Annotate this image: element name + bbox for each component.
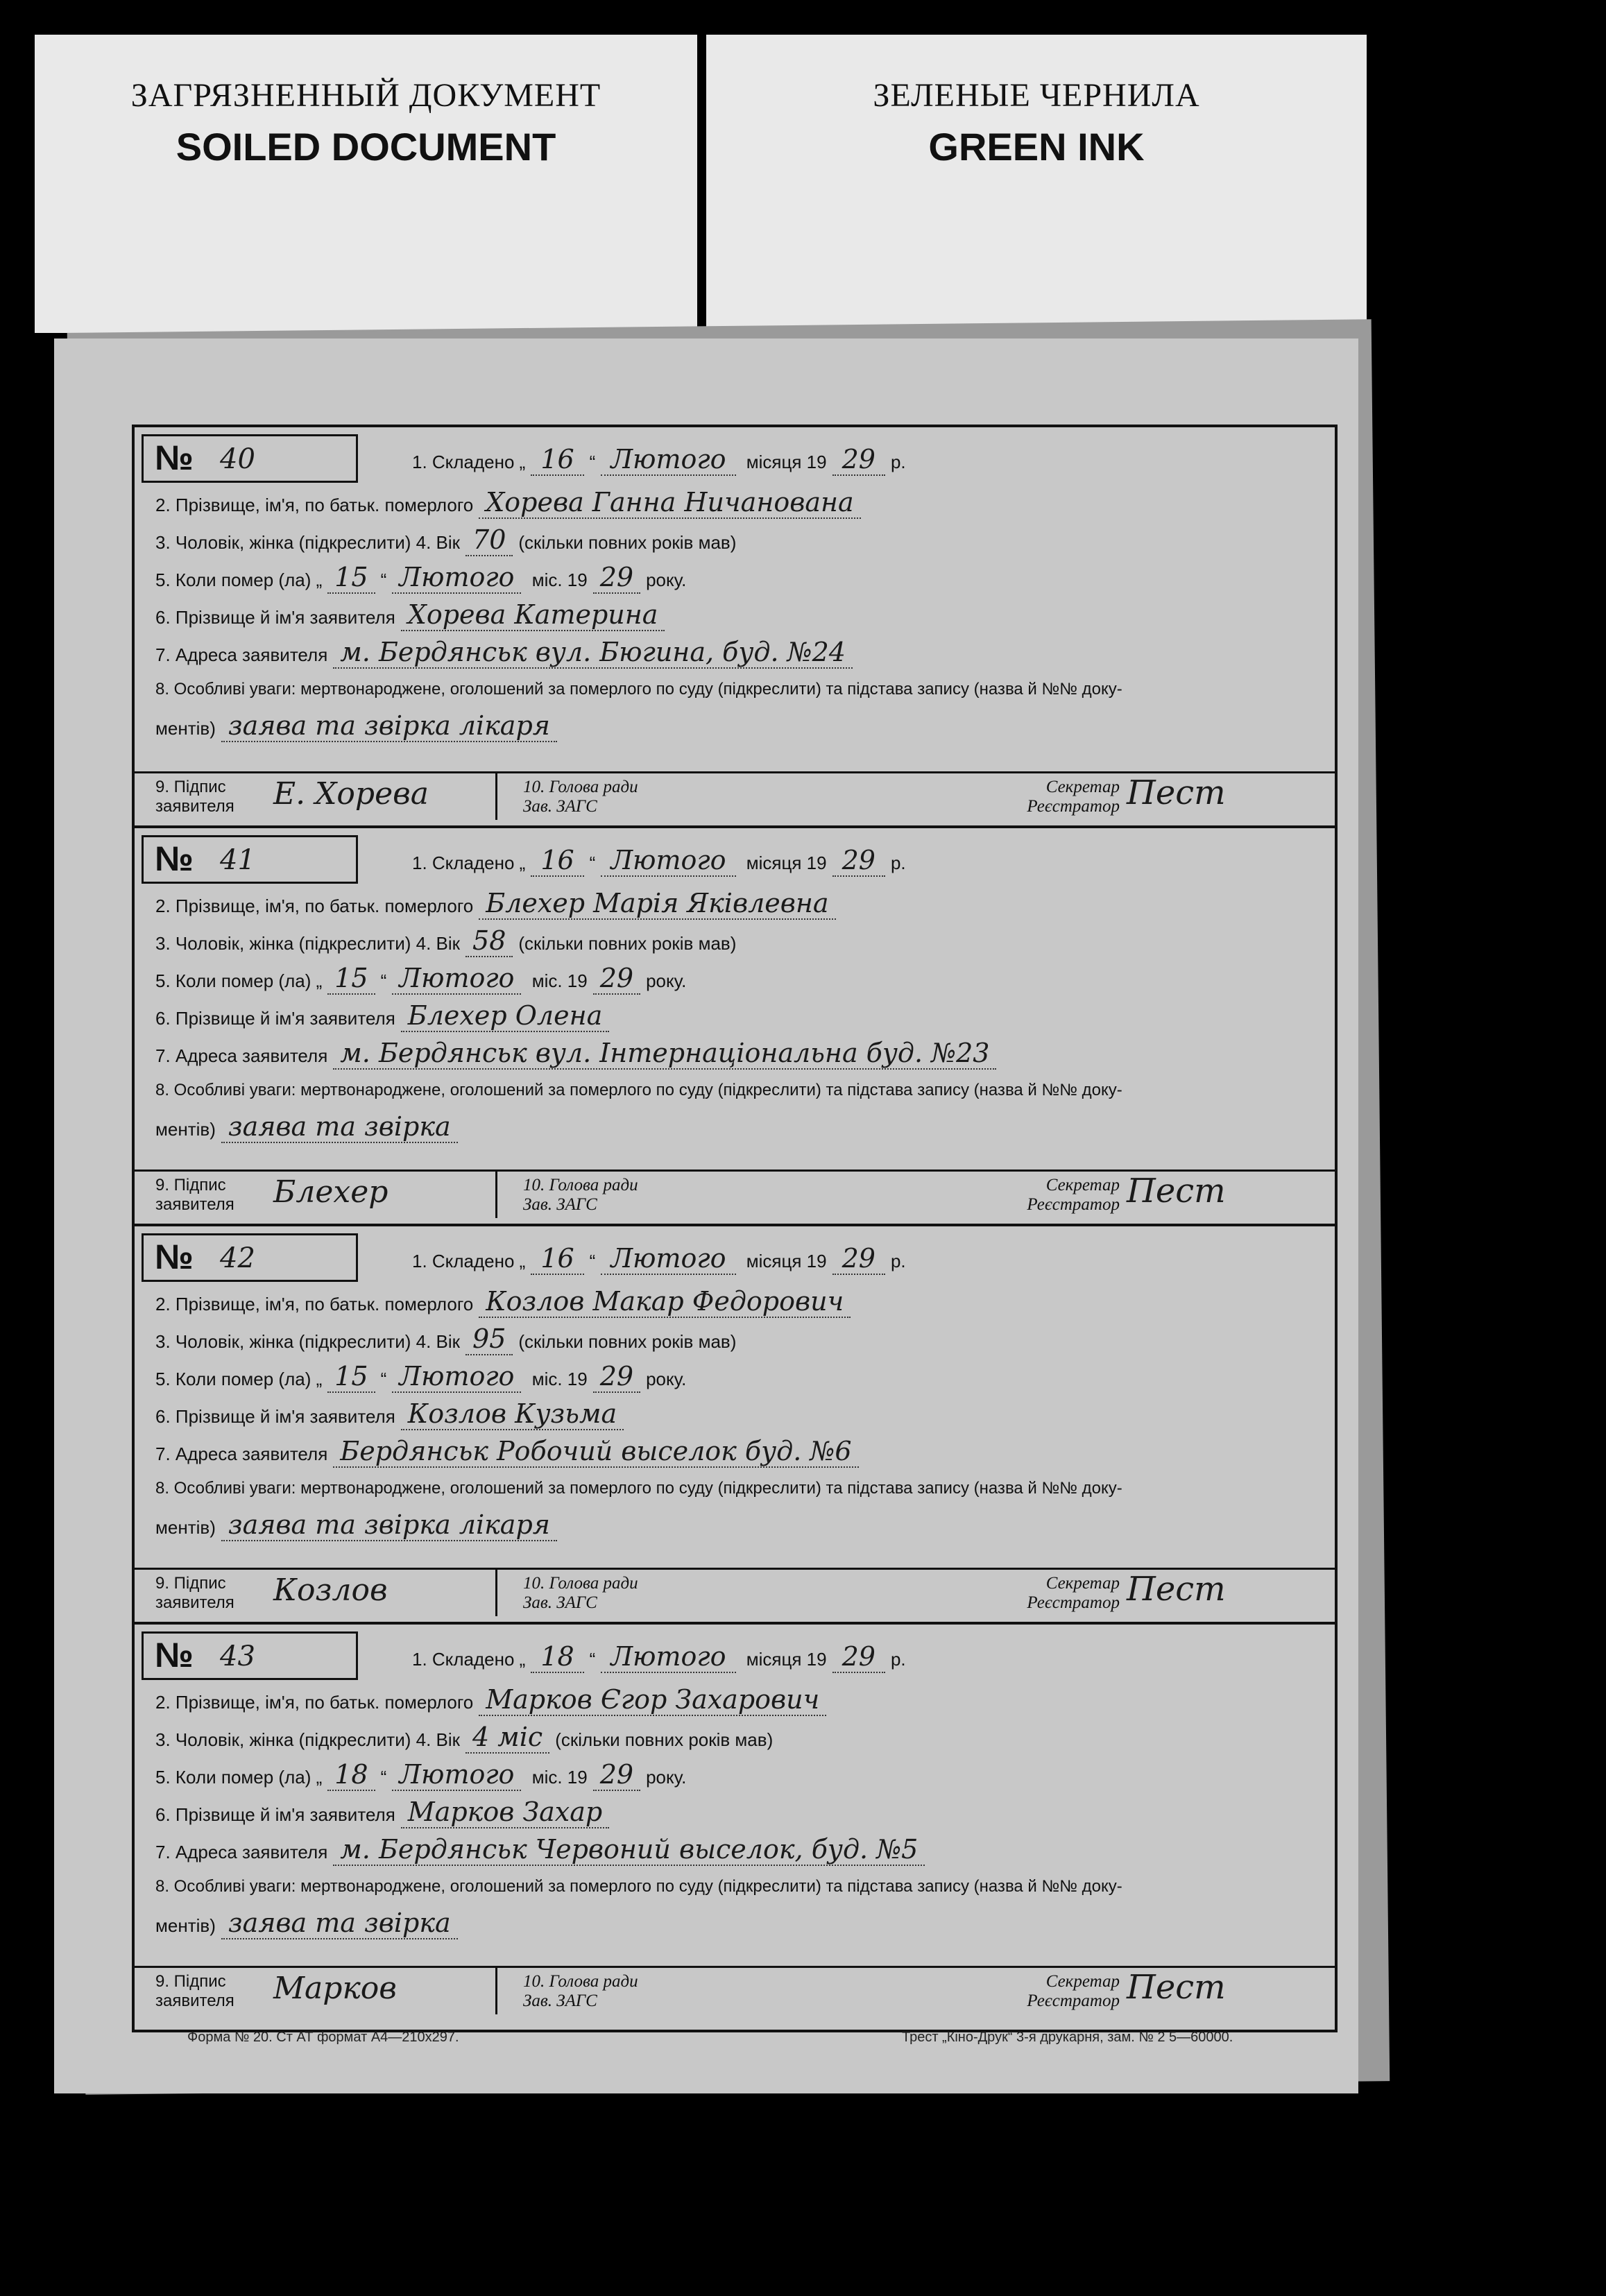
address-line: 7. Адреса заявителя м. Бердянськ вул. Бюгина, буд. №24: [155, 637, 858, 669]
label-en: GREEN INK: [928, 125, 1145, 169]
green-ink-label: [706, 35, 1367, 333]
record-number-box: [142, 835, 358, 884]
secretary-label: Секретар Реєстратор: [1027, 1972, 1120, 2010]
composed-date-line: 1. Складено „ 16 “ Лютого місяця 19 29 р.: [412, 444, 906, 474]
applicant-signature-label: 9. Підпис заявителя: [155, 1574, 234, 1612]
footer-printer: Трест „Кіно-Друк“ 3-я друкарня, зам. № 2 5—60000.: [902, 2030, 1233, 2045]
composed-day: 16: [531, 444, 583, 476]
death-year: 29: [593, 562, 640, 594]
composed-year: 29: [832, 444, 885, 476]
composed-year: 29: [832, 1641, 885, 1673]
composed-year: 29: [832, 1243, 885, 1275]
applicant-line: 6. Прізвище й ім'я заявителя Хорева Катерина: [155, 599, 670, 631]
applicant-address: м. Бердянськ Червоний выселок, буд. №5: [333, 1834, 925, 1866]
deceased-age: 95: [465, 1323, 513, 1355]
record-number-box: [142, 434, 358, 483]
composed-month: Лютого: [601, 1641, 735, 1673]
address-line: 7. Адреса заявителя м. Бердянськ Червоний выселок, буд. №5: [155, 1834, 930, 1866]
notes-line: ментів) заява та звірка: [155, 1111, 463, 1143]
applicant-signature: Блехер: [273, 1174, 388, 1210]
death-date-line: 5. Коли помер (ла) „ 15 “ Лютого міс. 19 29 року.: [155, 562, 687, 592]
applicant-signature-label: 9. Підпис заявителя: [155, 1176, 234, 1214]
applicant-address: Бердянськ Робочий выселок буд. №6: [333, 1436, 858, 1468]
signature-divider: [495, 1570, 497, 1616]
death-day: 15: [327, 1361, 375, 1393]
deceased-age: 4 міс: [465, 1722, 549, 1754]
record-number: 43: [220, 1640, 255, 1672]
notes-value: заява та звірка лікаря: [221, 1509, 557, 1541]
composed-day: 18: [531, 1641, 583, 1673]
notes-line: ментів) заява та звірка лікаря: [155, 1509, 563, 1541]
notes-value: заява та звірка лікаря: [221, 710, 557, 742]
death-year: 29: [593, 963, 640, 995]
number-sign: №: [155, 438, 194, 477]
applicant-signature: Е. Хорева: [273, 776, 429, 812]
death-date-line: 5. Коли помер (ла) „ 15 “ Лютого міс. 19 29 року.: [155, 963, 687, 993]
deceased-name-line: 2. Прізвище, ім'я, по батьк. померлого Блехер Марія Яківлевна: [155, 888, 842, 920]
signature-divider: [495, 1968, 497, 2014]
death-month: Лютого: [392, 963, 521, 995]
applicant-line: 6. Прізвище й ім'я заявителя Козлов Кузьма: [155, 1398, 629, 1430]
applicant-address: м. Бердянськ вул. Бюгина, буд. №24: [333, 637, 853, 669]
notes-line: ментів) заява та звірка лікаря: [155, 710, 563, 742]
applicant-name: Хорева Катерина: [401, 599, 665, 631]
applicant-name: Блехер Олена: [401, 1000, 609, 1032]
applicant-signature-label: 9. Підпис заявителя: [155, 778, 234, 816]
label-ru: ЗЕЛЕНЫЕ ЧЕРНИЛА: [873, 77, 1200, 114]
secretary-label: Секретар Реєстратор: [1027, 778, 1120, 816]
register-record: [135, 1622, 1335, 2014]
notes-header: 8. Особливі уваги: мертвонароджене, оголошений за померлого по суду (підкреслити) та підстава запису (назва й №№ доку-: [155, 1479, 1122, 1498]
deceased-name: Козлов Макар Федорович: [479, 1286, 851, 1318]
death-day: 18: [327, 1759, 375, 1791]
footer-form-number: Форма № 20. Ст АТ формат А4—210х297.: [187, 2030, 459, 2045]
address-line: 7. Адреса заявителя м. Бердянськ вул. Інтернаціональна буд. №23: [155, 1038, 1002, 1070]
applicant-signature-label: 9. Підпис заявителя: [155, 1972, 234, 2010]
signature-row: [135, 1170, 1335, 1218]
secretary-signature: Пест: [1127, 773, 1226, 812]
applicant-signature: Марков: [273, 1971, 397, 2006]
death-date-line: 5. Коли помер (ла) „ 18 “ Лютого міс. 19 29 року.: [155, 1759, 687, 1790]
notes-header: 8. Особливі уваги: мертвонароджене, оголошений за померлого по суду (підкреслити) та підстава запису (назва й №№ доку-: [155, 680, 1122, 699]
head-label: 10. Голова ради Зав. ЗАГС: [523, 1176, 638, 1214]
head-label: 10. Голова ради Зав. ЗАГС: [523, 778, 638, 816]
signature-divider: [495, 773, 497, 820]
head-label: 10. Голова ради Зав. ЗАГС: [523, 1972, 638, 2010]
death-year: 29: [593, 1759, 640, 1791]
composed-day: 16: [531, 1243, 583, 1275]
applicant-name: Козлов Кузьма: [401, 1398, 624, 1430]
age-line: 3. Чоловік, жінка (підкреслити) 4. Вік 58 (скільки повних років мав): [155, 925, 737, 956]
death-month: Лютого: [392, 1361, 521, 1393]
composed-date-line: 1. Складено „ 16 “ Лютого місяця 19 29 р.: [412, 1243, 906, 1274]
record-number: 40: [220, 443, 255, 475]
label-ru: ЗАГРЯЗНЕННЫЙ ДОКУМЕНТ: [130, 77, 601, 114]
deceased-name-line: 2. Прізвище, ім'я, по батьк. померлого Хорева Ганна Ничанована: [155, 487, 866, 519]
deceased-age: 58: [465, 925, 513, 957]
composed-day: 16: [531, 845, 583, 877]
record-number-box: [142, 1233, 358, 1282]
applicant-line: 6. Прізвище й ім'я заявителя Марков Захар: [155, 1797, 615, 1828]
applicant-line: 6. Прізвище й ім'я заявителя Блехер Олена: [155, 1000, 615, 1032]
composed-month: Лютого: [601, 444, 735, 476]
number-sign: №: [155, 1237, 194, 1276]
composed-year: 29: [832, 845, 885, 877]
register-record: [135, 1224, 1335, 1616]
composed-date-line: 1. Складено „ 18 “ Лютого місяця 19 29 р.: [412, 1641, 906, 1672]
register-record: [135, 825, 1335, 1218]
notes-value: заява та звірка: [221, 1908, 458, 1939]
secretary-label: Секретар Реєстратор: [1027, 1176, 1120, 1214]
deceased-name: Блехер Марія Яківлевна: [479, 888, 835, 920]
death-month: Лютого: [392, 562, 521, 594]
age-line: 3. Чоловік, жінка (підкреслити) 4. Вік 4 міс (скільки повних років мав): [155, 1722, 774, 1752]
deceased-name-line: 2. Прізвище, ім'я, по батьк. померлого Марков Єгор Захарович: [155, 1684, 832, 1716]
signature-row: [135, 771, 1335, 820]
death-register-form: [132, 425, 1338, 2032]
register-record: [135, 427, 1335, 820]
composed-date-line: 1. Складено „ 16 “ Лютого місяця 19 29 р.: [412, 845, 906, 875]
composed-month: Лютого: [601, 1243, 735, 1275]
applicant-address: м. Бердянськ вул. Інтернаціональна буд. №23: [333, 1038, 996, 1070]
soiled-document-label: [35, 35, 697, 333]
record-number-box: [142, 1631, 358, 1680]
record-number: 41: [220, 844, 255, 876]
signature-divider: [495, 1172, 497, 1218]
deceased-name: Хорева Ганна Ничанована: [479, 487, 860, 519]
age-line: 3. Чоловік, жінка (підкреслити) 4. Вік 70 (скільки повних років мав): [155, 524, 737, 555]
notes-line: ментів) заява та звірка: [155, 1908, 463, 1939]
record-number: 42: [220, 1242, 255, 1274]
label-en: SOILED DOCUMENT: [176, 125, 556, 169]
death-date-line: 5. Коли помер (ла) „ 15 “ Лютого міс. 19 29 року.: [155, 1361, 687, 1391]
death-day: 15: [327, 963, 375, 995]
signature-row: [135, 1966, 1335, 2014]
death-day: 15: [327, 562, 375, 594]
notes-value: заява та звірка: [221, 1111, 458, 1143]
head-label: 10. Голова ради Зав. ЗАГС: [523, 1574, 638, 1612]
age-line: 3. Чоловік, жінка (підкреслити) 4. Вік 95 (скільки повних років мав): [155, 1323, 737, 1354]
applicant-signature: Козлов: [273, 1573, 388, 1608]
number-sign: №: [155, 839, 194, 878]
deceased-name: Марков Єгор Захарович: [479, 1684, 826, 1716]
secretary-signature: Пест: [1127, 1172, 1226, 1210]
deceased-age: 70: [465, 524, 513, 556]
deceased-name-line: 2. Прізвище, ім'я, по батьк. померлого Козлов Макар Федорович: [155, 1286, 856, 1318]
secretary-signature: Пест: [1127, 1570, 1226, 1609]
secretary-label: Секретар Реєстратор: [1027, 1574, 1120, 1612]
applicant-name: Марков Захар: [401, 1797, 609, 1828]
death-year: 29: [593, 1361, 640, 1393]
number-sign: №: [155, 1636, 194, 1674]
composed-month: Лютого: [601, 845, 735, 877]
signature-row: [135, 1568, 1335, 1616]
notes-header: 8. Особливі уваги: мертвонароджене, оголошений за померлого по суду (підкреслити) та підстава запису (назва й №№ доку-: [155, 1877, 1122, 1896]
death-month: Лютого: [392, 1759, 521, 1791]
secretary-signature: Пест: [1127, 1968, 1226, 2007]
notes-header: 8. Особливі уваги: мертвонароджене, оголошений за померлого по суду (підкреслити) та підстава запису (назва й №№ доку-: [155, 1081, 1122, 1099]
address-line: 7. Адреса заявителя Бердянськ Робочий выселок буд. №6: [155, 1436, 864, 1468]
